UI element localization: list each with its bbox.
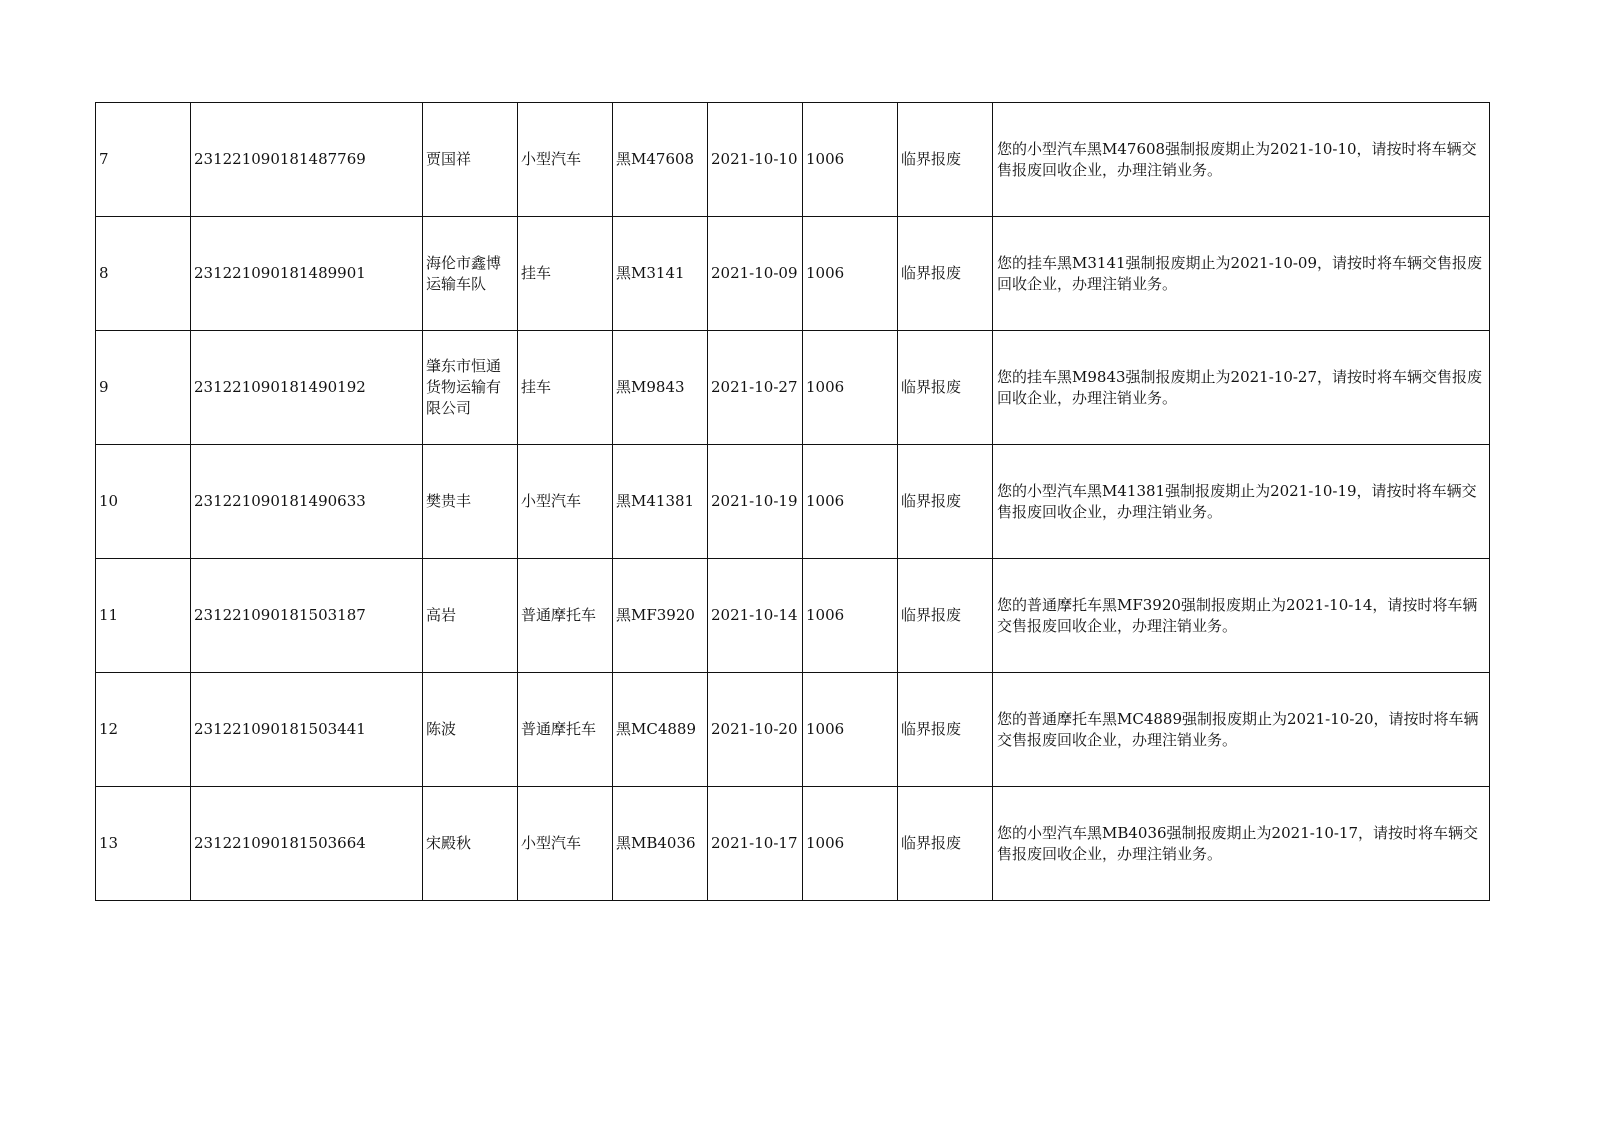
- cell-owner-name: 贾国祥: [423, 103, 518, 217]
- cell-code: 1006: [803, 559, 898, 673]
- cell-scrap-date: 2021-10-19: [708, 445, 803, 559]
- cell-owner-name: 肇东市恒通货物运输有限公司: [423, 331, 518, 445]
- cell-record-id: 231221090181503441: [191, 673, 423, 787]
- cell-record-id: 231221090181503664: [191, 787, 423, 901]
- cell-sequence-number: 8: [96, 217, 191, 331]
- cell-sequence-number: 11: [96, 559, 191, 673]
- table-row: [96, 445, 1490, 559]
- cell-code: 1006: [803, 787, 898, 901]
- cell-plate-number: 黑MF3920: [613, 559, 708, 673]
- cell-status: 临界报废: [898, 673, 993, 787]
- cell-notice-message: 您的小型汽车黑MB4036强制报废期止为2021-10-17，请按时将车辆交售报废回收企业，办理注销业务。: [993, 787, 1490, 901]
- table-row: [96, 217, 1490, 331]
- cell-sequence-number: 10: [96, 445, 191, 559]
- cell-scrap-date: 2021-10-17: [708, 787, 803, 901]
- cell-status: 临界报废: [898, 559, 993, 673]
- cell-code: 1006: [803, 331, 898, 445]
- cell-code: 1006: [803, 673, 898, 787]
- cell-sequence-number: 9: [96, 331, 191, 445]
- cell-owner-name: 陈波: [423, 673, 518, 787]
- cell-code: 1006: [803, 217, 898, 331]
- cell-vehicle-type: 小型汽车: [518, 445, 613, 559]
- cell-plate-number: 黑MB4036: [613, 787, 708, 901]
- cell-status: 临界报废: [898, 217, 993, 331]
- cell-scrap-date: 2021-10-10: [708, 103, 803, 217]
- cell-owner-name: 高岩: [423, 559, 518, 673]
- cell-status: 临界报废: [898, 445, 993, 559]
- cell-scrap-date: 2021-10-09: [708, 217, 803, 331]
- cell-record-id: 231221090181487769: [191, 103, 423, 217]
- cell-status: 临界报废: [898, 787, 993, 901]
- cell-plate-number: 黑M47608: [613, 103, 708, 217]
- cell-notice-message: 您的普通摩托车黑MC4889强制报废期止为2021-10-20，请按时将车辆交售报废回收企业，办理注销业务。: [993, 673, 1490, 787]
- cell-sequence-number: 13: [96, 787, 191, 901]
- cell-code: 1006: [803, 103, 898, 217]
- cell-sequence-number: 7: [96, 103, 191, 217]
- cell-notice-message: 您的挂车黑M9843强制报废期止为2021-10-27，请按时将车辆交售报废回收企业，办理注销业务。: [993, 331, 1490, 445]
- cell-vehicle-type: 挂车: [518, 331, 613, 445]
- cell-notice-message: 您的小型汽车黑M41381强制报废期止为2021-10-19，请按时将车辆交售报废回收企业，办理注销业务。: [993, 445, 1490, 559]
- table-body: [96, 103, 1490, 901]
- cell-owner-name: 樊贵丰: [423, 445, 518, 559]
- cell-record-id: 231221090181503187: [191, 559, 423, 673]
- cell-plate-number: 黑M9843: [613, 331, 708, 445]
- cell-notice-message: 您的挂车黑M3141强制报废期止为2021-10-09，请按时将车辆交售报废回收企业，办理注销业务。: [993, 217, 1490, 331]
- cell-record-id: 231221090181490192: [191, 331, 423, 445]
- cell-notice-message: 您的小型汽车黑M47608强制报废期止为2021-10-10，请按时将车辆交售报废回收企业，办理注销业务。: [993, 103, 1490, 217]
- cell-vehicle-type: 小型汽车: [518, 787, 613, 901]
- cell-record-id: 231221090181489901: [191, 217, 423, 331]
- cell-owner-name: 宋殿秋: [423, 787, 518, 901]
- table-row: [96, 787, 1490, 901]
- cell-status: 临界报废: [898, 103, 993, 217]
- table-row: [96, 559, 1490, 673]
- cell-scrap-date: 2021-10-14: [708, 559, 803, 673]
- table-row: [96, 673, 1490, 787]
- cell-vehicle-type: 普通摩托车: [518, 673, 613, 787]
- table-row: [96, 331, 1490, 445]
- cell-sequence-number: 12: [96, 673, 191, 787]
- cell-owner-name: 海伦市鑫博运输车队: [423, 217, 518, 331]
- vehicle-scrap-notice-table: [95, 102, 1490, 901]
- cell-vehicle-type: 普通摩托车: [518, 559, 613, 673]
- cell-vehicle-type: 小型汽车: [518, 103, 613, 217]
- cell-vehicle-type: 挂车: [518, 217, 613, 331]
- cell-scrap-date: 2021-10-27: [708, 331, 803, 445]
- cell-code: 1006: [803, 445, 898, 559]
- cell-notice-message: 您的普通摩托车黑MF3920强制报废期止为2021-10-14，请按时将车辆交售报废回收企业，办理注销业务。: [993, 559, 1490, 673]
- cell-record-id: 231221090181490633: [191, 445, 423, 559]
- table-row: [96, 103, 1490, 217]
- cell-status: 临界报废: [898, 331, 993, 445]
- cell-scrap-date: 2021-10-20: [708, 673, 803, 787]
- cell-plate-number: 黑MC4889: [613, 673, 708, 787]
- cell-plate-number: 黑M41381: [613, 445, 708, 559]
- cell-plate-number: 黑M3141: [613, 217, 708, 331]
